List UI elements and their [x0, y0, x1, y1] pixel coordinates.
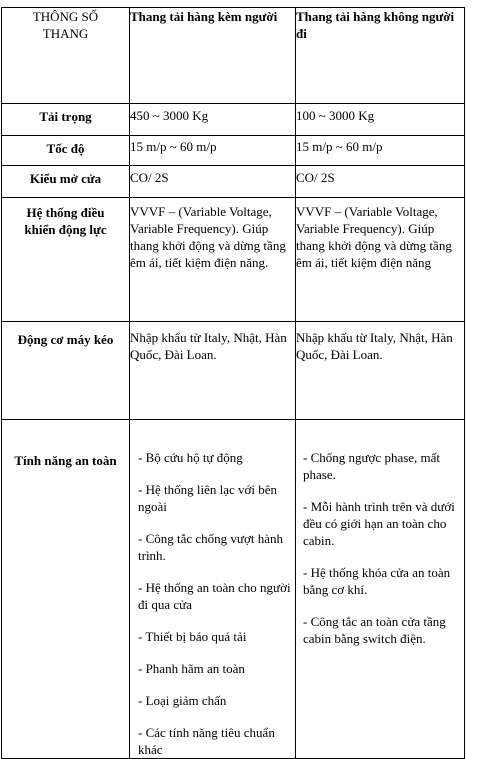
- row-control: [2, 198, 465, 322]
- list-item: - Mỗi hành trình trên và dưới đều có giới hạn an toàn cho cabin.: [303, 499, 455, 548]
- header-parameter-line1: THÔNG SỐ: [32, 9, 99, 24]
- row-motor: [2, 322, 465, 420]
- door-without-people: CO/ 2S: [296, 166, 465, 198]
- header-parameter-cell: [2, 8, 130, 104]
- row-speed: [2, 136, 465, 166]
- load-without-people: 100 ~ 3000 Kg: [296, 104, 465, 136]
- label-control: [2, 198, 130, 322]
- door-with-people: CO/ 2S: [130, 166, 296, 198]
- motor-with-people: Nhập khẩu từ Italy, Nhật, Hàn Quốc, Đài Loan.: [130, 322, 296, 420]
- load-with-people: 450 ~ 3000 Kg: [130, 104, 296, 136]
- list-item: - Hệ thống khóa cửa an toàn bằng cơ khí.: [303, 565, 451, 597]
- label-control-line2: khiển động lực: [24, 222, 107, 237]
- header-parameter-line2: THANG: [42, 26, 89, 41]
- list-item: - Chống ngược phase, mất phase.: [303, 450, 441, 482]
- label-door: Kiểu mở cửa: [2, 166, 130, 198]
- row-door: [2, 166, 465, 198]
- label-control-line1: Hệ thống điều: [26, 205, 105, 220]
- list-item: - Công tắc an toàn cửa tầng cabin bằng switch điện.: [303, 614, 446, 646]
- header-with-people: Thang tải hàng kèm người: [130, 8, 296, 104]
- elevator-spec-table: [1, 7, 465, 759]
- list-item: - Các tính năng tiêu chuẩn khác: [138, 725, 275, 757]
- motor-without-people: Nhập khẩu từ Italy, Nhật, Hàn Quốc, Đài Loan.: [296, 322, 465, 420]
- header-without-people: Thang tải hàng không người đi: [296, 8, 465, 104]
- list-item: - Thiết bị báo quá tải: [138, 629, 247, 644]
- safety-list-without-people: [296, 449, 464, 647]
- label-load: Tải trọng: [2, 104, 130, 136]
- speed-with-people: 15 m/p ~ 60 m/p: [130, 136, 296, 166]
- row-load: [2, 104, 465, 136]
- speed-without-people: 15 m/p ~ 60 m/p: [296, 136, 465, 166]
- list-item: - Loại giảm chấn: [138, 693, 227, 708]
- list-item: - Bộ cứu hộ tự động: [138, 450, 243, 465]
- control-with-people: VVVF – (Variable Voltage, Variable Frequency). Giúp thang khởi động và dừng tầng êm ái, tiết kiệm điện năng.: [130, 198, 296, 322]
- label-safety: Tính năng an toàn: [2, 420, 130, 759]
- header-row: [2, 8, 465, 104]
- label-speed: Tốc độ: [2, 136, 130, 166]
- list-item: - Hệ thống liên lạc với bên ngoài: [138, 482, 278, 514]
- list-item: - Hệ thống an toàn cho người đi qua cửa: [138, 580, 291, 612]
- row-safety: [2, 420, 465, 759]
- list-item: - Phanh hãm an toàn: [138, 661, 245, 676]
- control-without-people: VVVF – (Variable Voltage, Variable Frequency). Giúp thang khởi động và dừng tầng êm ái, tiết kiệm điện năng: [296, 198, 465, 322]
- safety-without-people: [296, 420, 465, 759]
- safety-with-people: [130, 420, 296, 759]
- label-motor: Động cơ máy kéo: [2, 322, 130, 420]
- safety-list-with-people: [130, 449, 295, 758]
- list-item: - Công tắc chống vượt hành trình.: [138, 531, 283, 563]
